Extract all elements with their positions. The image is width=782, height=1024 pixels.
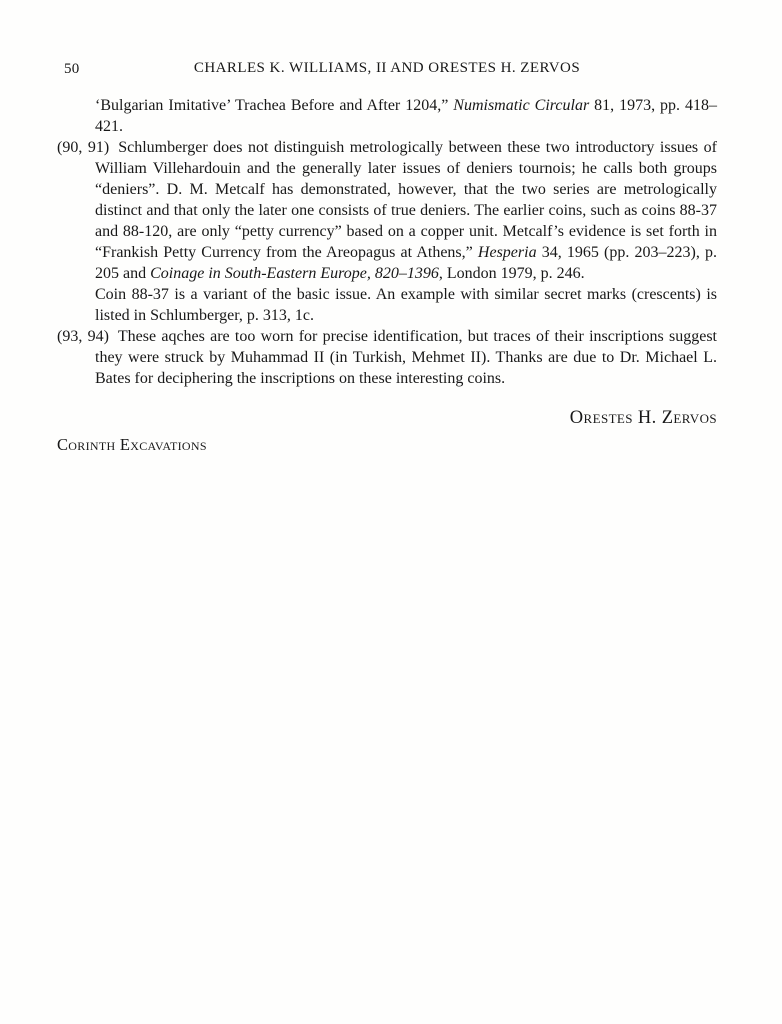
text-run: , London 1979, p. 246. xyxy=(438,265,585,282)
text-run: These aqches are too worn for precise identification, but traces of their inscriptions suggest they were struck by Muhammad II (in Turkish, Mehmet II). Thanks are due to Dr. Michael L. Bates for deciphering the inscriptions on these interesting coins. xyxy=(95,328,718,387)
text-run: 34, 1965 (pp. 203–223), p. 205 and xyxy=(95,244,717,282)
footnote-continuation xyxy=(57,95,717,137)
italic-text-run: Coinage in South-Eastern Europe, 820–1396 xyxy=(150,265,439,282)
running-header xyxy=(57,60,717,78)
text-run: 81, 1973, pp. 418–421. xyxy=(95,97,717,135)
text-run: Coin 88-37 is a variant of the basic issue. An example with similar secret marks (crescents) is listed in Schlumberger, p. 313, 1c. xyxy=(95,286,717,324)
italic-text-run: Numismatic Circular xyxy=(453,97,590,114)
running-head-title: CHARLES K. WILLIAMS, II AND ORESTES H. ZERVOS xyxy=(193,60,581,76)
author-affiliation: Corinth Excavations xyxy=(57,435,207,454)
footnote-label: (93, 94) xyxy=(57,328,109,345)
italic-text-run: Hesperia xyxy=(477,244,537,261)
footnote xyxy=(57,326,717,389)
page-number: 50 xyxy=(64,61,80,77)
footnote xyxy=(57,137,717,284)
footnote-label: (90, 91) xyxy=(57,139,110,156)
signature-block xyxy=(57,407,717,455)
footnotes-section xyxy=(57,95,717,389)
text-run: ‘Bulgarian Imitative’ Trachea Before and After 1204,” xyxy=(95,97,454,114)
text-run: Schlumberger does not distinguish metrologically between these two introductory issues of William Villehardouin and the generally later issues of deniers tournois; he calls both groups “deniers”. D. M. Metcalf has demonstrated, however, that the two series are metrologically distinct and that only the later one consists of true deniers. The earlier coins, such as coins 88-37 and 88-120, are only “petty currency” based on a copper unit. Metcalf’s evidence is set forth in “Frankish Petty Currency from the Areopagus at Athens,” xyxy=(95,139,718,261)
footnote-continuation xyxy=(57,284,717,326)
author-name: Orestes H. Zervos xyxy=(569,408,717,428)
